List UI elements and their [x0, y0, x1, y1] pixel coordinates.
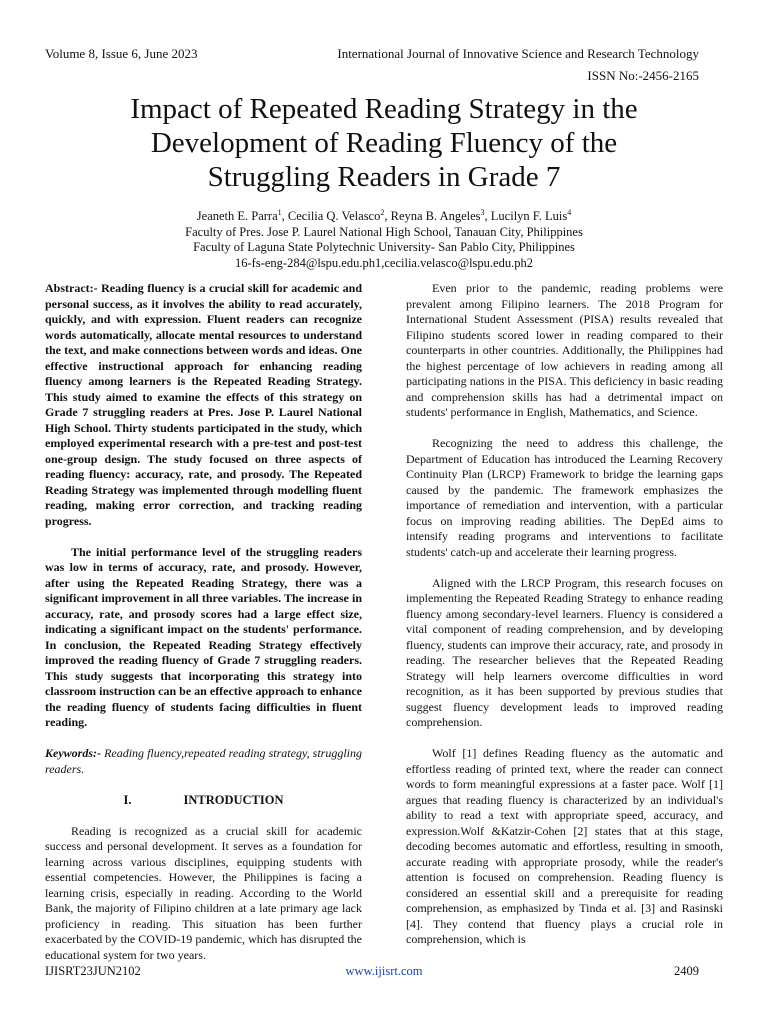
volume-issue: Volume 8, Issue 6, June 2023	[45, 46, 198, 61]
author-1-sup: 1	[277, 207, 282, 217]
author-block	[60, 209, 708, 271]
page-number: 2409	[674, 964, 699, 978]
title-line-2: Development of Reading Fluency of the	[150, 127, 618, 159]
body-paragraph-4: Wolf [1] defines Reading fluency as the automatic and effortless reading of printed text, where the reader can connect words to form meaningful expressions at a faster pace. Wolf [1] argues that reading fluency is characterized by an individual's ability to read a text with appropriate speed, accuracy, and expression.Wolf &Katzir-Cohen [2] states that at this stage, decoding becomes automatic and effortless, resulting in smooth, accurate reading with appropriate prosody, while the reader's attention is focused on comprehension. Reading fluency is considered an essential skill and a prerequisite for reading comprehension, as emphasized by Tinda et al. [3] and Rasinski [4]. They contend that fluency plays a crucial role in comprehension, which is	[406, 746, 723, 946]
issn: ISSN No:-2456-2165	[587, 68, 699, 83]
section-number: I.	[123, 792, 132, 807]
paper-title	[60, 92, 708, 194]
body-paragraph-1: Even prior to the pandemic, reading problems were prevalent among Filipino learners. The 2018 Program for International Student Assessment (PISA) results revealed that Filipino students scored lower in reading compared to their counterparts in other countries. Additionally, the Philippines had the highest percentage of low achievers in reading among all participating nations in the PISA. This deficiency in basic reading and comprehension skills has had a detrimental impact on students' performance in English, Mathematics, and Science.	[406, 281, 723, 419]
body-paragraph-3: Aligned with the LRCP Program, this research focuses on implementing the Repeated Reading Strategy to enhance reading fluency among secondary-level learners. Fluency is considered a vital component of reading comprehension, and by developing fluency, students can improve their accuracy, rate, and prosody in reading. The researcher believes that the Repeated Reading Strategy will help learners overcome difficulties in word recognition, as it has been supported by previous studies that suggest fluency development leads to improved reading comprehension.	[406, 575, 723, 729]
title-line-1: Impact of Repeated Reading Strategy in the	[130, 93, 638, 125]
abstract-paragraph-2: The initial performance level of the struggling readers was low in terms of accuracy, rate, and prosody. However, after using the Repeated Reading Strategy, there was a significant improvement in all three variables. The increase in accuracy, rate, and prosody scores had a large effect size, indicating a significant impact on the students' performance. In conclusion, the Repeated Reading Strategy effectively improved the reading fluency of Grade 7 struggling readers. This study suggests that incorporating this strategy into classroom instruction can be an effective approach to enhance the reading fluency of students facing difficulties in fluent reading.	[45, 544, 362, 729]
author-names: Jeaneth E. Parra$^1$, Cecilia Q. Velasco$^2$, Reyna B. Angeles$^3$, Lucilyn F. Luis$^4$	[196, 207, 572, 223]
paper-code: IJISRT23JUN2102	[45, 964, 141, 978]
author-4-sup: 4	[567, 207, 572, 217]
affiliation-2: Faculty of Laguna State Polytechnic University- San Pablo City, Philippines	[193, 240, 575, 254]
section-heading-introduction	[45, 793, 362, 809]
section-title: INTRODUCTION	[183, 792, 284, 807]
author-4: Lucilyn F. Luis	[490, 209, 568, 223]
author-3: Reyna B. Angeles	[390, 209, 481, 223]
left-column	[45, 281, 362, 979]
journal-name: International Journal of Innovative Science and Research Technology	[337, 46, 699, 61]
author-2: Cecilia Q. Velasco	[287, 209, 381, 223]
author-3-sup: 3	[480, 207, 485, 217]
keywords-label: Keywords:-	[45, 746, 101, 760]
author-emails: 16-fs-eng-284@lspu.edu.ph1,cecilia.velasco@lspu.edu.ph2	[235, 255, 533, 270]
body-paragraph-2: Recognizing the need to address this challenge, the Department of Education has introduced the Learning Recovery Continuity Plan (LRCP) Framework to bridge the learning gaps caused by the pandemic. The framework emphasizes the importance of remediation and intervention, with a particular focus on improving reading abilities. The DepEd aims to intensify reading programs and interventions to facilitate students' catch-up and accelerate their learning progress.	[406, 436, 723, 559]
abstract-paragraph-1: Abstract:- Reading fluency is a crucial skill for academic and personal success, as it involves the ability to read accurately, quickly, and with expression. Fluent readers can recognize words automatically, allocate mental resources to understand the text, and make connections between words and ideas. One effective instructional approach for enhancing reading fluency among learners is the Repeated Reading Strategy. This study aimed to examine the effects of this strategy on Grade 7 struggling readers at Pres. Jose P. Laurel National High School. Thirty students participated in the study, which employed experimental research with a pre-test and post-test one-group design. The study focused on three aspects of reading fluency: accuracy, rate, and prosody. The Repeated Reading Strategy was implemented through modelling fluent reading, making error correction, and tracking reading progress.	[45, 281, 362, 528]
author-1: Jeaneth E. Parra	[196, 209, 278, 223]
affiliation-1: Faculty of Pres. Jose P. Laurel National High School, Tanauan City, Philippines	[185, 224, 583, 239]
keywords-text: Reading fluency,repeated reading strategy, struggling readers.	[45, 746, 362, 776]
right-column	[406, 281, 723, 963]
title-line-3: Struggling Readers in Grade 7	[207, 161, 561, 193]
keywords	[45, 746, 362, 777]
journal-url-link[interactable]: www.ijisrt.com	[345, 964, 423, 978]
author-2-sup: 2	[380, 207, 385, 217]
intro-paragraph-1: Reading is recognized as a crucial skill for academic success and personal development. It serves as a foundation for learning across various disciplines, equipping students with essential competencies. However, the Philippines is facing a learning crisis, especially in reading. According to the World Bank, the majority of Filipino children at a late primary age lack proficiency in reading. This situation has been further exacerbated by the COVID-19 pandemic, which has disrupted the educational system for two years.	[45, 823, 362, 962]
